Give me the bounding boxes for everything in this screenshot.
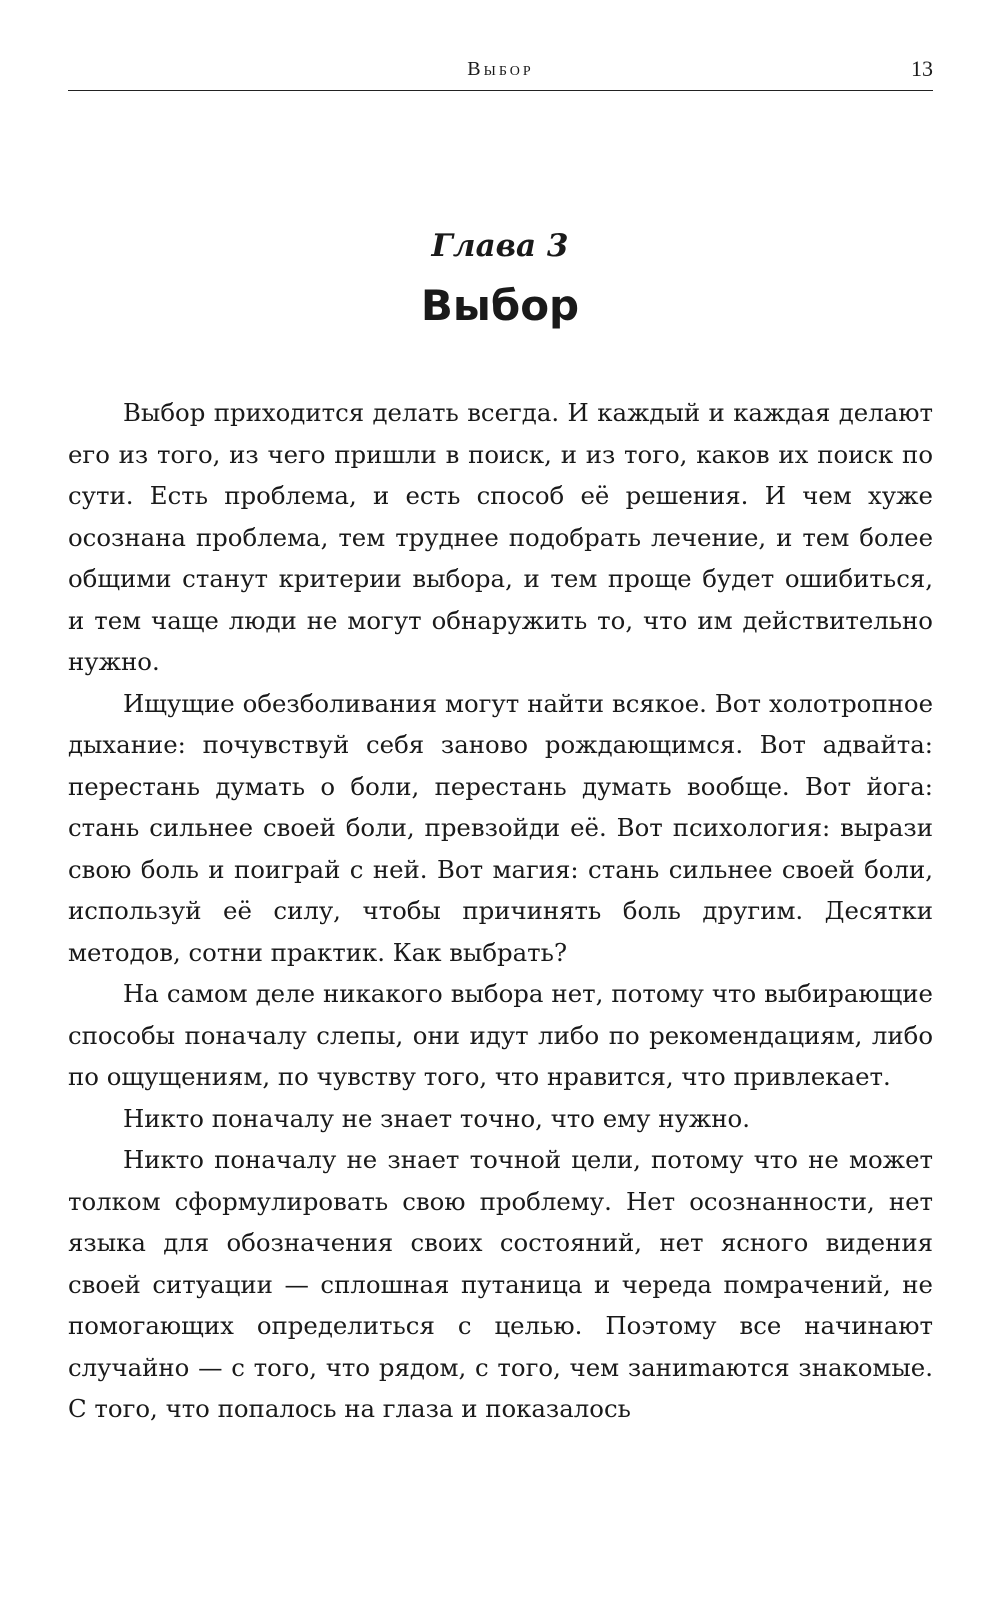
body-text bbox=[68, 392, 933, 1430]
paragraph: Ищущие обезболивания могут найти всякое. Вот холотропное дыхание: почувствуй себя заново рождающимся. Вот адвайта: перестань думать о боли, перестань думать вообще. Вот йога: стань сильнее своей боли, превзойди её. Вот психология: вырази свою боль и поиграй с ней. Вот магия: стань сильнее своей боли, используй её силу, чтобы причинять боль другим. Десятки методов, сотни практик. Как выбрать? bbox=[68, 688, 933, 967]
paragraph: Никто поначалу не знает точной цели, потому что не может толком сформулировать свою проблему. Нет осознанности, нет языка для обозначения своих состояний, нет ясного видения своей ситуации — сплошная путаница и череда помрачений, не помогающих определиться с целью. Поэтому все начинают случайно — с того, что рядом, с того, чем заниmаются знакомые. С того, что попалось на глаза и показалось bbox=[68, 1145, 933, 1423]
paragraph: На самом деле никакого выбора нет, потому что выбирающие способы поначалу слепы, они идут либо по рекомендациям, либо по ощущениям, по чувству того, что нравится, что привлекает. bbox=[68, 979, 933, 1091]
page-header bbox=[68, 50, 933, 91]
paragraph: Никто поначалу не знает точно, что ему нужно. bbox=[123, 1103, 750, 1133]
paragraph: Выбор приходится делать всегда. И каждый и каждая делают его из того, из чего пришли в поиск, и из того, каков их поиск по сути. Есть проблема, и есть способ её решения. И чем хуже осознана проблема, тем труднее подобрать лечение, и тем более общими станут критерии выбора, и тем проще будет ошибиться, и тем чаще люди не могут обнаружить то, что им действительно нужно. bbox=[68, 398, 933, 676]
page-number: 13 bbox=[911, 56, 933, 81]
chapter-title: Выбор bbox=[420, 281, 580, 330]
running-title: Выбор bbox=[467, 58, 534, 80]
chapter-label: Глава 3 bbox=[431, 228, 569, 264]
